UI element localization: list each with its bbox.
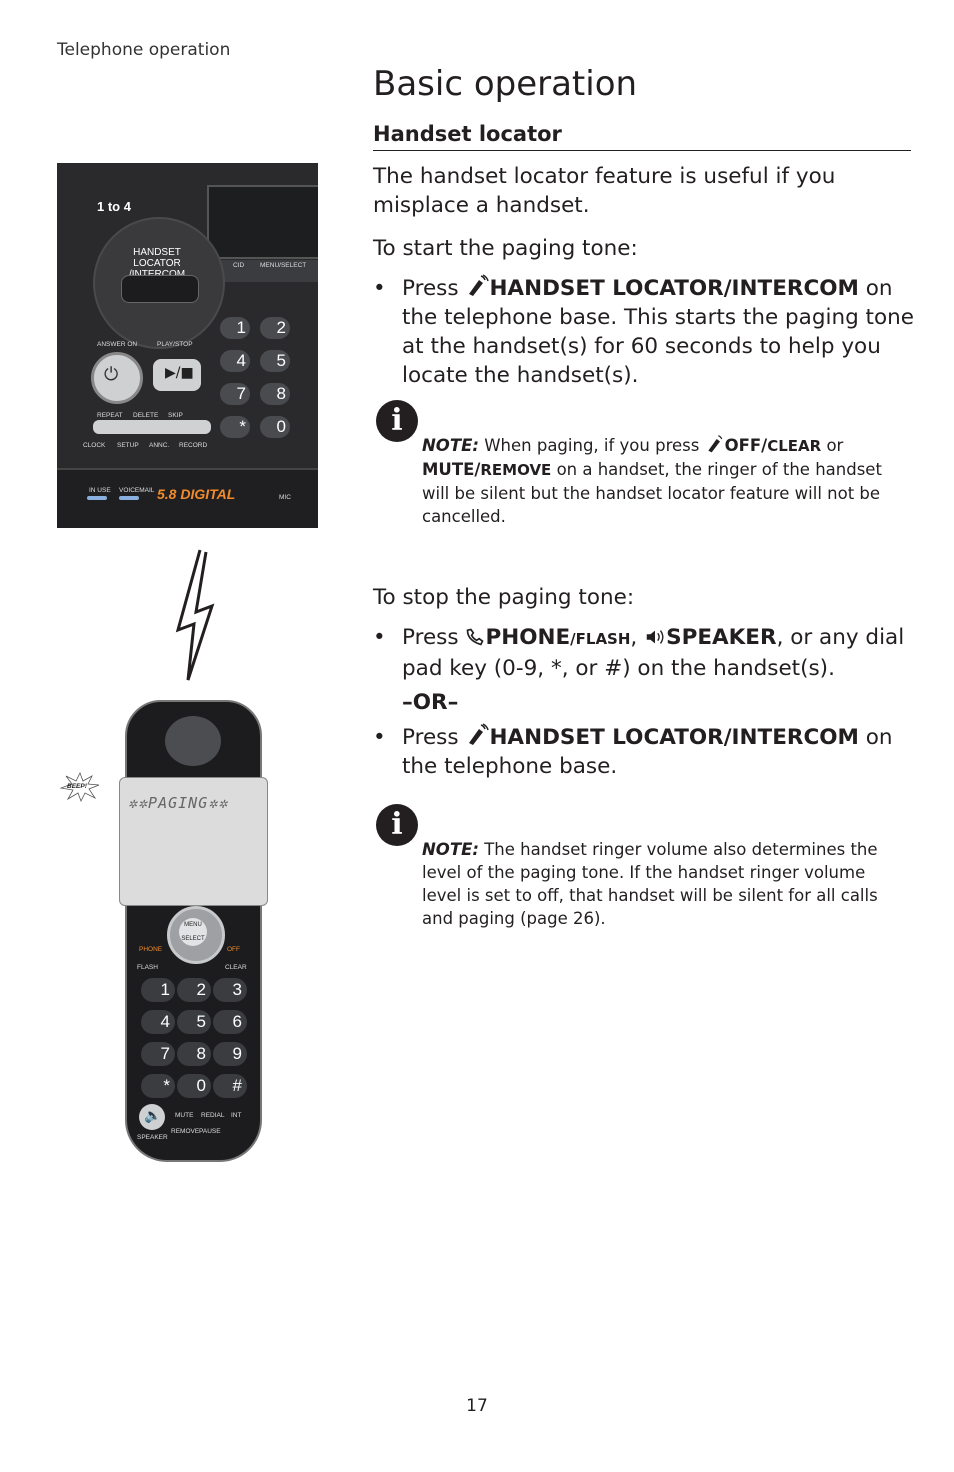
digital-logo: 5.8 DIGITAL (157, 486, 236, 502)
speaker-key: SPEAKER (666, 625, 777, 650)
remove-label: REMOVE (171, 1128, 200, 1135)
note-1 (422, 434, 902, 528)
handset-locator-key: HANDSET LOCATOR/INTERCOM (489, 276, 859, 301)
menu-select-label: MENU/SELECT (260, 262, 307, 269)
base-key-1[interactable]: 1 (220, 317, 250, 339)
menu-label: MENU (184, 922, 202, 928)
bullet-dot: • (373, 725, 386, 750)
press-word: Press (402, 625, 459, 650)
cid-label: CID (233, 262, 245, 269)
phone-icon (465, 627, 485, 647)
mic-label: MIC (279, 494, 291, 501)
start-label: To start the paging tone: (373, 236, 638, 261)
stop-bullet-2 (373, 723, 918, 783)
handset-photo (125, 700, 262, 1162)
play-stop-icon: ▶/■ (165, 365, 194, 381)
handset-key-8[interactable]: 8 (177, 1042, 211, 1066)
setup-label: SETUP (117, 442, 139, 449)
handset-key-6[interactable]: 6 (213, 1010, 247, 1034)
base-key-5[interactable]: 5 (260, 350, 290, 372)
delete-label: DELETE (133, 412, 159, 419)
handset-locator-button[interactable] (121, 275, 199, 303)
lightning-bolt-icon (172, 548, 218, 683)
answer-on-label: ANSWER ON (97, 341, 138, 348)
repeat-delete-skip-bar[interactable] (93, 420, 211, 434)
note-label: NOTE: (422, 840, 479, 859)
speaker-icon (644, 627, 666, 647)
note-1-text-a: When paging, if you press (484, 436, 700, 455)
flash-label: FLASH (137, 964, 158, 971)
mute-label: MUTE (175, 1112, 194, 1119)
intro-paragraph: The handset locator feature is useful if you misplace a handset. (373, 164, 836, 218)
base-key-4[interactable]: 4 (220, 350, 250, 372)
stop-bullet-2-text (402, 723, 918, 781)
start-bullet-text (402, 274, 918, 390)
power-icon: ⏻ (104, 364, 119, 385)
stop-bullet-2-rest: on the telephone base. (402, 725, 893, 779)
in-use-label: IN USE (89, 487, 111, 494)
flash-key: /FLASH (570, 630, 631, 648)
speaker-label: SPEAKER (137, 1134, 168, 1141)
in-use-light (87, 496, 107, 500)
bullet-dot: • (373, 276, 386, 301)
int-label: INT (231, 1112, 242, 1119)
base-key-0[interactable]: 0 (260, 416, 290, 438)
clock-label: CLOCK (83, 442, 106, 449)
handset-key-4[interactable]: 4 (141, 1010, 175, 1034)
base-key-star[interactable]: * (220, 416, 250, 438)
off-handset-icon (705, 434, 725, 454)
play-stop-label: PLAY/STOP (157, 341, 193, 348)
press-word: Press (402, 276, 459, 301)
handset-locator-icon (465, 274, 489, 298)
redial-label: REDIAL (201, 1112, 225, 1119)
note-1-or: or (826, 436, 844, 455)
start-bullet (373, 274, 918, 394)
handset-key-2[interactable]: 2 (177, 978, 211, 1002)
handset-key-pound[interactable]: # (213, 1074, 247, 1098)
menu-select-button[interactable] (179, 918, 207, 946)
label-line-1: HANDSET LOCATOR (133, 247, 181, 269)
pause-label: PAUSE (199, 1128, 221, 1135)
telephone-base-photo (57, 163, 318, 528)
info-icon: i (376, 804, 418, 846)
paging-display-text: ✲✲PAGING✲✲ (128, 794, 229, 812)
base-key-7[interactable]: 7 (220, 383, 250, 405)
remove-key: REMOVE (480, 461, 552, 479)
handset-locator-icon (465, 723, 489, 747)
clear-key: CLEAR (767, 437, 822, 455)
stop-bullet-1-text: Press PHONE/FLASH, SPEAKER, or any dial pad key (0-9, *, or #) on the handset(s). (402, 625, 905, 681)
section-subhead: Handset locator (373, 122, 911, 151)
info-icon: i (376, 400, 418, 442)
beep-label: BEEP! (67, 783, 87, 790)
handset-key-5[interactable]: 5 (177, 1010, 211, 1034)
bullet-dot: • (373, 625, 386, 650)
voicemail-light (119, 496, 139, 500)
handset-key-star[interactable]: * (141, 1074, 175, 1098)
stop-bullet-1 (373, 623, 918, 683)
phone-key: PHONE (485, 625, 571, 650)
running-header: Telephone operation (57, 40, 231, 60)
base-key-2[interactable]: 2 (260, 317, 290, 339)
note-2-text: The handset ringer volume also determines the level of the paging tone. If the handset ringer volume level is set to off, that handset will be silent for all calls and paging (page 26). (422, 840, 878, 928)
speaker-icon: 🔈 (144, 1108, 162, 1124)
handset-key-1[interactable]: 1 (141, 978, 175, 1002)
handset-key-0[interactable]: 0 (177, 1074, 211, 1098)
note-1-text-b: on a handset, the ringer of the handset will be silent but the handset locator feature will not be cancelled. (422, 460, 882, 526)
repeat-label: REPEAT (97, 412, 123, 419)
or-divider: –OR– (402, 690, 459, 715)
stop-bullet-1-rest: , or any dial pad key (0-9, *, or #) on the handset(s). (402, 625, 905, 681)
stop-label: To stop the paging tone: (373, 585, 635, 610)
start-bullet-rest: on the telephone base. This starts the paging tone at the handset(s) for 60 seconds to help you locate the handset(s). (402, 276, 915, 388)
off-key: OFF/ (724, 436, 768, 455)
brand-badge: 1 to 4 (97, 199, 131, 214)
base-lcd (207, 185, 318, 259)
handset-key-3[interactable]: 3 (213, 978, 247, 1002)
voicemail-label: VOICEMAIL (119, 487, 155, 494)
page-number: 17 (466, 1396, 488, 1416)
base-key-8[interactable]: 8 (260, 383, 290, 405)
handset-locator-key: HANDSET LOCATOR/INTERCOM (489, 725, 859, 750)
note-2 (422, 838, 902, 930)
mute-key: MUTE/ (422, 460, 481, 479)
press-word: Press (402, 725, 459, 750)
note-label: NOTE: (422, 436, 479, 455)
skip-label: SKIP (168, 412, 183, 419)
off-label: OFF (227, 946, 240, 953)
annc-label: ANNC. (149, 442, 170, 449)
clear-label: CLEAR (225, 964, 247, 971)
handset-key-9[interactable]: 9 (213, 1042, 247, 1066)
record-label: RECORD (179, 442, 208, 449)
phone-label: PHONE (139, 946, 163, 953)
select-label: SELECT (181, 936, 205, 942)
earpiece (165, 716, 221, 766)
handset-key-7[interactable]: 7 (141, 1042, 175, 1066)
page-title: Basic operation (373, 64, 638, 104)
